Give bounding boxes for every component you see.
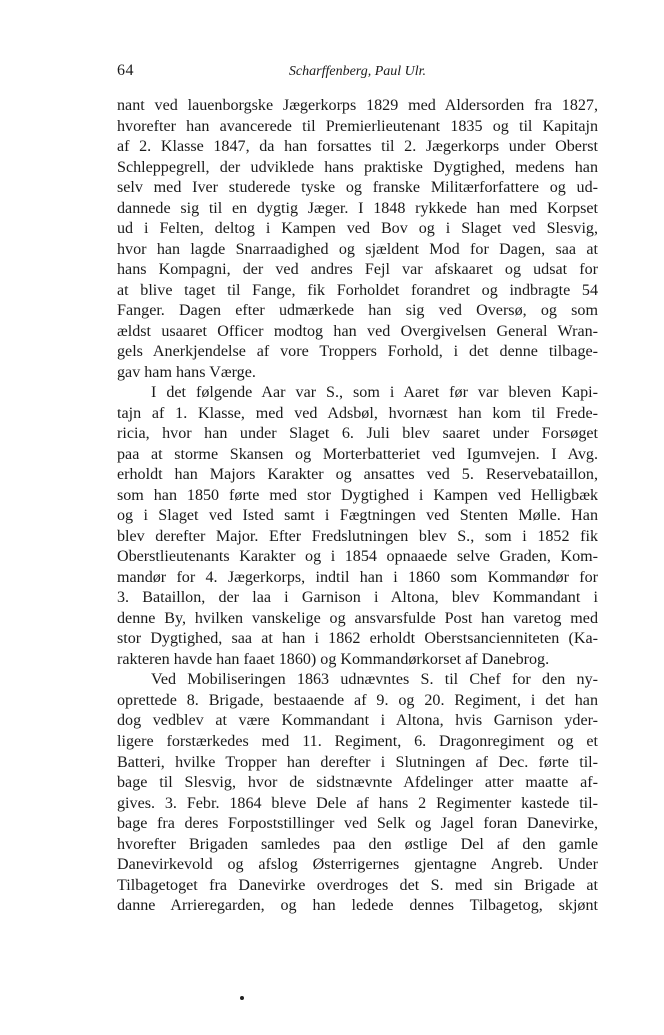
text-line: hvorefter han avancerede til Premierlieutenant 1835 og til Kapitajn [117,117,598,135]
text-line: ricia, hvor han under Slaget 6. Juli blev saaret under Forsøget [117,425,598,443]
text-line: gives. 3. Febr. 1864 bleve Dele af hans 2 Regimenter kastede til- [117,794,598,812]
text-line: ud i Felten, deltog i Kampen ved Bov og i Slaget ved Slesvig, [117,220,598,238]
text-line: Oberstlieutenants Karakter og i 1854 opnaaede selve Graden, Kom- [117,548,598,566]
text-line: at blive taget til Fange, fik Forholdet forandret og indbragte 54 [117,281,598,299]
text-line: denne By, hvilken vanskelige og ansvarsfulde Post han varetog med [117,609,598,627]
ink-speck [240,996,244,1000]
text-line: Schleppegrell, der udviklede hans praktiske Dygtighed, medens han [117,158,598,176]
text-line: danne Arrieregarden, og han ledede dennes Tilbagetog, skjønt [117,897,598,915]
text-line: Tilbagetoget fra Danevirke overdroges det S. med sin Brigade at [117,876,598,894]
text-line: ældst usaaret Officer modtog han ved Overgivelsen General Wran- [117,322,598,340]
text-line: blev derefter Major. Efter Fredslutningen blev S., som i 1852 fik [117,527,598,545]
paragraph-last-line: rakteren havde han faaet 1860) og Kommandørkorset af Danebrog. [117,650,550,668]
page-header [117,62,598,86]
text-line: hvorefter Brigaden samledes paa den østlige Del af den gamle [117,835,598,853]
paragraph-last-line: gav ham hans Værge. [117,363,256,381]
text-line: 3. Bataillon, der laa i Garnison i Altona, blev Kommandant i [117,589,598,607]
text-line: ligere forstærkedes med 11. Regiment, 6. Dragonregiment og et [117,732,598,750]
running-head: Scharffenberg, Paul Ulr. [288,64,427,79]
text-line: oprettede 8. Brigade, bestaaende af 9. og 20. Regiment, i det han [117,691,598,709]
text-line: dog vedblev at være Kommandant i Altona, hvis Garnison yder- [117,712,598,730]
text-line: Danevirkevold og afslog Østerrigernes gjentagne Angreb. Under [117,856,598,874]
text-line: bage til Slesvig, hvor de sidstnævnte Afdelinger atter maatte af- [117,774,598,792]
text-line: Batteri, hvilke Tropper han derefter i Slutningen af Dec. førte til- [117,753,598,771]
paragraph-first-line: I det følgende Aar var S., som i Aaret før var bleven Kapi- [151,384,598,402]
text-line: som han 1850 førte med stor Dygtighed i Kampen ved Helligbæk [117,486,598,504]
text-line: af 2. Klasse 1847, da han forsattes til 2. Jægerkorps under Oberst [117,138,598,156]
body-text [117,96,598,917]
text-line: Fanger. Dagen efter udmærkede han sig ved Oversø, og som [117,302,598,320]
text-line: erholdt han Majors Karakter og ansattes ved 5. Reservebataillon, [117,466,598,484]
text-line: paa at storme Skansen og Morterbatteriet ved Igumvejen. I Avg. [117,445,598,463]
text-line: bage fra deres Forpoststillinger ved Selk og Jagel foran Danevirke, [117,815,598,833]
paragraph-first-line: Ved Mobiliseringen 1863 udnævntes S. til Chef for den ny- [151,671,598,689]
text-line: hvor han lagde Snarraadighed og sjældent Mod for Dagen, saa at [117,240,598,258]
text-line: mandør for 4. Jægerkorps, indtil han i 1860 som Kommandør for [117,568,598,586]
text-line: nant ved lauenborgske Jægerkorps 1829 med Aldersorden fra 1827, [117,97,598,114]
text-line: og i Slaget ved Isted samt i Fægtningen ved Stenten Mølle. Han [117,507,598,525]
text-line: stor Dygtighed, saa at han i 1862 erholdt Oberstsancienniteten (Ka- [117,630,598,648]
text-line: tajn af 1. Klasse, med ved Adsbøl, hvornæst han kom til Frede- [117,404,598,422]
text-line: gels Anerkjendelse af vore Troppers Forhold, i det denne tilbage- [117,343,598,361]
text-line: selv med Iver studerede tyske og franske Militærforfattere og ud- [117,179,598,197]
text-line: dannede sig til en dygtig Jæger. I 1848 rykkede han med Korpset [117,199,598,217]
text-line: hans Kompagni, der ved andres Fejl var afskaaret og udsat for [117,261,598,279]
page-number: 64 [117,62,134,79]
